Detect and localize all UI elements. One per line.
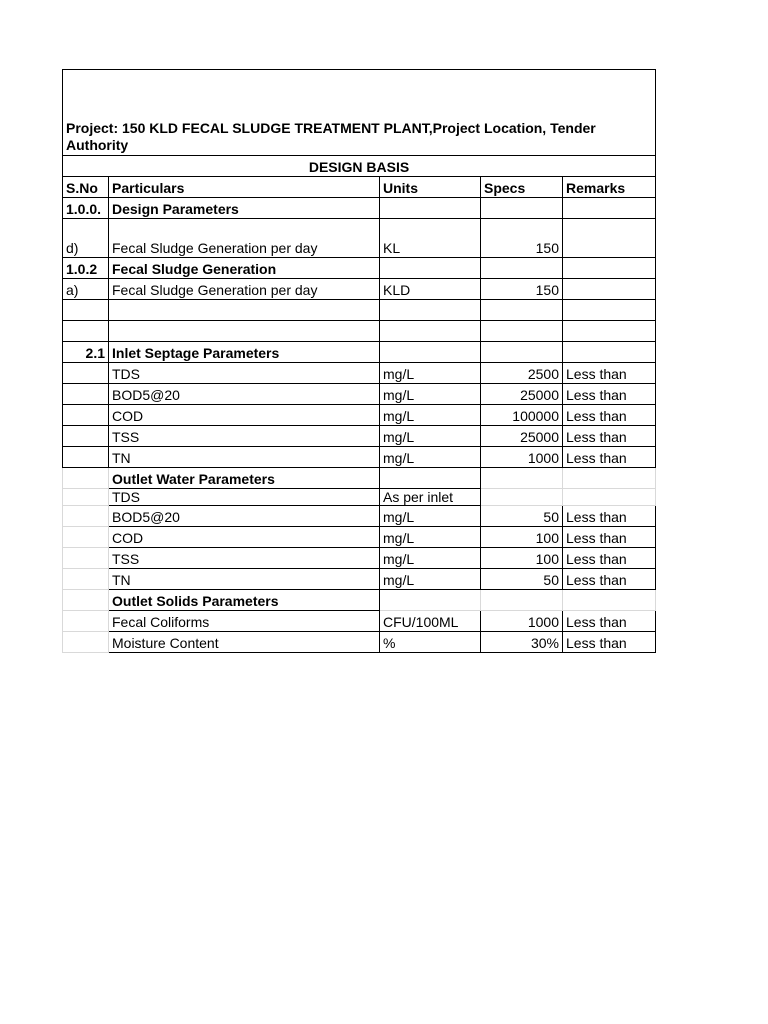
row-particular: BOD5@20 — [109, 506, 380, 527]
table-row — [63, 569, 656, 590]
row-particular: TN — [109, 447, 380, 468]
empty-cell — [109, 300, 380, 321]
header-units: Units — [380, 177, 481, 198]
table-row — [63, 279, 656, 300]
row-remark: Less than — [563, 548, 656, 569]
row-unit: mg/L — [380, 506, 481, 527]
row-particular: Fecal Coliforms — [109, 611, 380, 632]
empty-cell — [563, 489, 656, 506]
table-row — [63, 219, 656, 258]
row-spec: 1000 — [481, 611, 563, 632]
row-unit: mg/L — [380, 447, 481, 468]
empty-cell — [563, 258, 656, 279]
row-particular: Fecal Sludge Generation per day — [109, 219, 380, 258]
row-unit: mg/L — [380, 426, 481, 447]
empty-cell — [380, 342, 481, 363]
section-row — [63, 258, 656, 279]
empty-cell — [63, 527, 109, 548]
row-particular: TN — [109, 569, 380, 590]
row-remark: Less than — [563, 569, 656, 590]
row-particular: Fecal Sludge Generation per day — [109, 279, 380, 300]
empty-cell — [380, 468, 481, 489]
header-particulars: Particulars — [109, 177, 380, 198]
design-basis-row — [63, 156, 656, 177]
project-title-row — [63, 70, 656, 156]
row-remark — [563, 219, 656, 258]
section-sno: 1.0.0. — [63, 198, 109, 219]
section-title: Design Parameters — [109, 198, 380, 219]
section-sno: 1.0.2 — [63, 258, 109, 279]
header-row — [63, 177, 656, 198]
row-particular: TSS — [109, 548, 380, 569]
section-row — [63, 590, 656, 611]
row-spec: 100 — [481, 527, 563, 548]
section-row — [63, 342, 656, 363]
empty-cell — [380, 590, 481, 611]
row-unit: KLD — [380, 279, 481, 300]
project-title: Project: 150 KLD FECAL SLUDGE TREATMENT PLANT,Project Location, Tender Authority — [63, 70, 656, 156]
empty-cell — [380, 300, 481, 321]
empty-cell — [380, 258, 481, 279]
spreadsheet — [62, 69, 656, 653]
empty-cell — [63, 405, 109, 426]
row-unit: mg/L — [380, 363, 481, 384]
table-row — [63, 405, 656, 426]
empty-cell — [109, 321, 380, 342]
row-unit: KL — [380, 219, 481, 258]
section-title: Outlet Water Parameters — [109, 468, 380, 489]
row-spec: 30% — [481, 632, 563, 653]
row-remark: Less than — [563, 363, 656, 384]
row-remark: Less than — [563, 527, 656, 548]
row-spec: 100 — [481, 548, 563, 569]
row-unit: mg/L — [380, 548, 481, 569]
table-row — [63, 489, 656, 506]
empty-cell — [63, 569, 109, 590]
design-basis-heading: DESIGN BASIS — [63, 156, 656, 177]
empty-cell — [563, 198, 656, 219]
row-spec: 25000 — [481, 384, 563, 405]
row-remark: Less than — [563, 611, 656, 632]
empty-cell — [481, 342, 563, 363]
row-particular: TDS — [109, 489, 380, 506]
empty-cell — [563, 468, 656, 489]
row-unit: mg/L — [380, 405, 481, 426]
table-row — [63, 426, 656, 447]
header-remarks: Remarks — [563, 177, 656, 198]
empty-cell — [380, 321, 481, 342]
table-row — [63, 363, 656, 384]
row-remark — [563, 279, 656, 300]
empty-cell — [481, 300, 563, 321]
row-sno: a) — [63, 279, 109, 300]
table-row — [63, 611, 656, 632]
row-spec: 25000 — [481, 426, 563, 447]
empty-row — [63, 300, 656, 321]
empty-cell — [63, 489, 109, 506]
empty-cell — [63, 384, 109, 405]
empty-cell — [63, 506, 109, 527]
row-particular: COD — [109, 527, 380, 548]
empty-cell — [481, 590, 563, 611]
empty-cell — [63, 426, 109, 447]
row-spec: 150 — [481, 279, 563, 300]
empty-cell — [63, 300, 109, 321]
empty-cell — [63, 468, 109, 489]
empty-cell — [63, 611, 109, 632]
empty-cell — [563, 590, 656, 611]
row-unit: CFU/100ML — [380, 611, 481, 632]
row-spec: 2500 — [481, 363, 563, 384]
row-unit: As per inlet — [380, 489, 481, 506]
table-row — [63, 527, 656, 548]
row-sno: d) — [63, 219, 109, 258]
empty-cell — [63, 632, 109, 653]
section-row — [63, 198, 656, 219]
empty-cell — [481, 258, 563, 279]
table-row — [63, 506, 656, 527]
row-unit: mg/L — [380, 569, 481, 590]
row-unit: mg/L — [380, 527, 481, 548]
table-row — [63, 548, 656, 569]
empty-cell — [380, 198, 481, 219]
design-basis-table — [62, 69, 656, 653]
row-particular: BOD5@20 — [109, 384, 380, 405]
empty-row — [63, 321, 656, 342]
row-remark: Less than — [563, 426, 656, 447]
empty-cell — [481, 489, 563, 506]
empty-cell — [63, 447, 109, 468]
section-row — [63, 468, 656, 489]
row-remark: Less than — [563, 447, 656, 468]
row-unit: % — [380, 632, 481, 653]
table-row — [63, 447, 656, 468]
table-row — [63, 384, 656, 405]
row-remark: Less than — [563, 632, 656, 653]
row-spec: 150 — [481, 219, 563, 258]
empty-cell — [481, 321, 563, 342]
row-particular: Moisture Content — [109, 632, 380, 653]
section-title: Outlet Solids Parameters — [109, 590, 380, 611]
row-particular: TSS — [109, 426, 380, 447]
empty-cell — [563, 321, 656, 342]
row-spec: 100000 — [481, 405, 563, 426]
empty-cell — [563, 342, 656, 363]
row-remark: Less than — [563, 405, 656, 426]
header-specs: Specs — [481, 177, 563, 198]
section-title: Fecal Sludge Generation — [109, 258, 380, 279]
header-sno: S.No — [63, 177, 109, 198]
empty-cell — [63, 548, 109, 569]
row-unit: mg/L — [380, 384, 481, 405]
row-particular: TDS — [109, 363, 380, 384]
row-remark: Less than — [563, 506, 656, 527]
row-spec: 1000 — [481, 447, 563, 468]
empty-cell — [63, 363, 109, 384]
empty-cell — [563, 300, 656, 321]
section-sno: 2.1 — [63, 342, 109, 363]
section-title: Inlet Septage Parameters — [109, 342, 380, 363]
row-particular: COD — [109, 405, 380, 426]
empty-cell — [481, 468, 563, 489]
empty-cell — [63, 321, 109, 342]
empty-cell — [63, 590, 109, 611]
empty-cell — [481, 198, 563, 219]
row-spec: 50 — [481, 569, 563, 590]
table-row — [63, 632, 656, 653]
row-remark: Less than — [563, 384, 656, 405]
row-spec: 50 — [481, 506, 563, 527]
